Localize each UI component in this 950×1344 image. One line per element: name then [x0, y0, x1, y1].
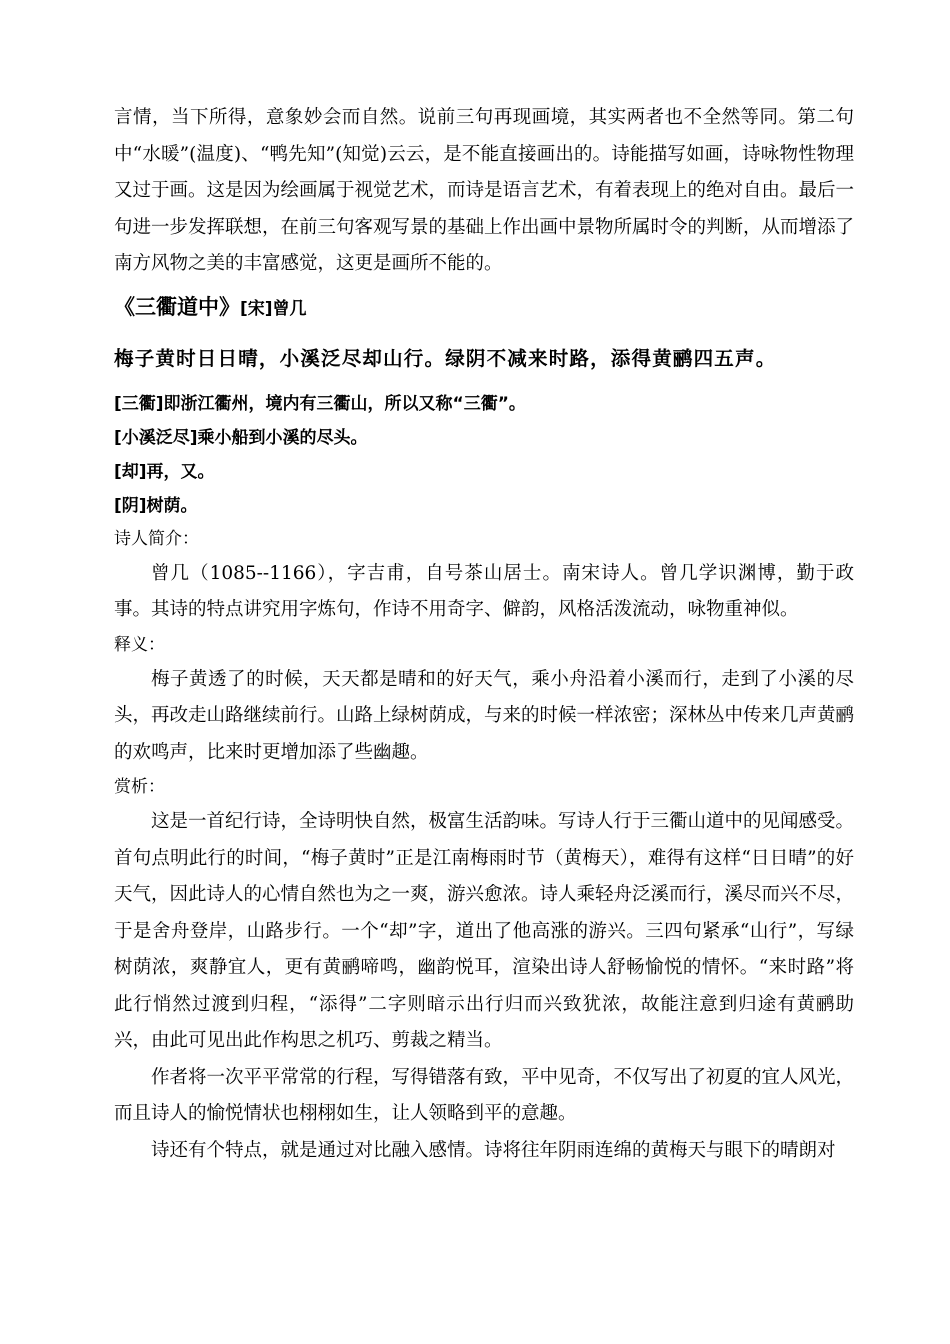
poem-author: [宋]曾几: [240, 298, 307, 319]
analysis-label: 赏析：: [114, 777, 165, 797]
poem-title: 《三衢道中》: [114, 294, 240, 319]
note-item: [小溪泛尽]乘小船到小溪的尽头。: [114, 427, 368, 448]
analysis-paragraph-2: 作者将一次平平常常的行程，写得错落有致，平中见奇，不仅写出了初夏的宜人风光，而且诗人的愉悦情状也栩栩如生，让人领略到平的意趣。: [114, 1066, 855, 1124]
note-item: [阴]树荫。: [114, 495, 198, 516]
meaning-text: 梅子黄透了的时候，天天都是晴和的好天气，乘小舟沿着小溪而行，走到了小溪的尽头，再改走山路继续前行。山路上绿树荫成，与来的时候一样浓密；深林丛中传来几声黄鹂的欢鸣声，比来时更增加添了些幽趣。: [114, 668, 855, 763]
meaning-label: 释义：: [114, 634, 165, 655]
note-item: [三衢]即浙江衢州，境内有三衢山，所以又称“三衢”。: [114, 393, 526, 414]
bio-text: 曾几（1085--1166），字吉甫，自号茶山居士。南宋诗人。曾几学识渊博，勤于政事。其诗的特点讲究用字炼句，作诗不用奇字、僻韵，风格活泼流动，咏物重神似。: [114, 562, 854, 620]
poem-title-line: [114, 287, 854, 329]
intro-paragraph: 言情，当下所得，意象妙会而自然。说前三句再现画境，其实两者也不全然等同。第二句中“水暖”(温度)、“鸭先知”(知觉)云云，是不能直接画出的。诗能描写如画，诗咏物性物理又过于画。这是因为绘画属于视觉艺术，而诗是语言艺术，有着表现上的绝对自由。最后一句进一步发挥联想，在前三句客观写景的基础上作出画中景物所属时令的判断，从而增添了南方风物之美的丰富感觉，这更是画所不能的。: [114, 107, 855, 274]
analysis-paragraph-3: 诗还有个特点，就是通过对比融入感情。诗将往年阴雨连绵的黄梅天与眼下的晴朗对: [151, 1139, 836, 1161]
poem-text: 梅子黄时日日晴，小溪泛尽却山行。绿阴不减来时路，添得黄鹂四五声。: [114, 346, 777, 370]
document-page: [114, 100, 854, 1169]
analysis-paragraph-1: 这是一首纪行诗，全诗明快自然，极富生活韵味。写诗人行于三衢山道中的见闻感受。首句点明此行的时间，“梅子黄时”正是江南梅雨时节（黄梅天），难得有这样“日日晴”的好天气，因此诗人的心情自然也为之一爽，游兴愈浓。诗人乘轻舟泛溪而行，溪尽而兴不尽，于是舍舟登岸，山路步行。一个“却”字，道出了他高涨的游兴。三四句紧承“山行”，写绿树荫浓，爽静宜人，更有黄鹂啼鸣，幽韵悦耳，渲染出诗人舒畅愉悦的情怀。“来时路”将此行悄然过渡到归程，“添得”二字则暗示出行归而兴致犹浓，故能注意到归途有黄鹂助兴，由此可见出此作构思之机巧、剪裁之精当。: [114, 811, 855, 1051]
bio-label: 诗人简介：: [114, 528, 199, 549]
note-item: [却]再，又。: [114, 461, 215, 482]
